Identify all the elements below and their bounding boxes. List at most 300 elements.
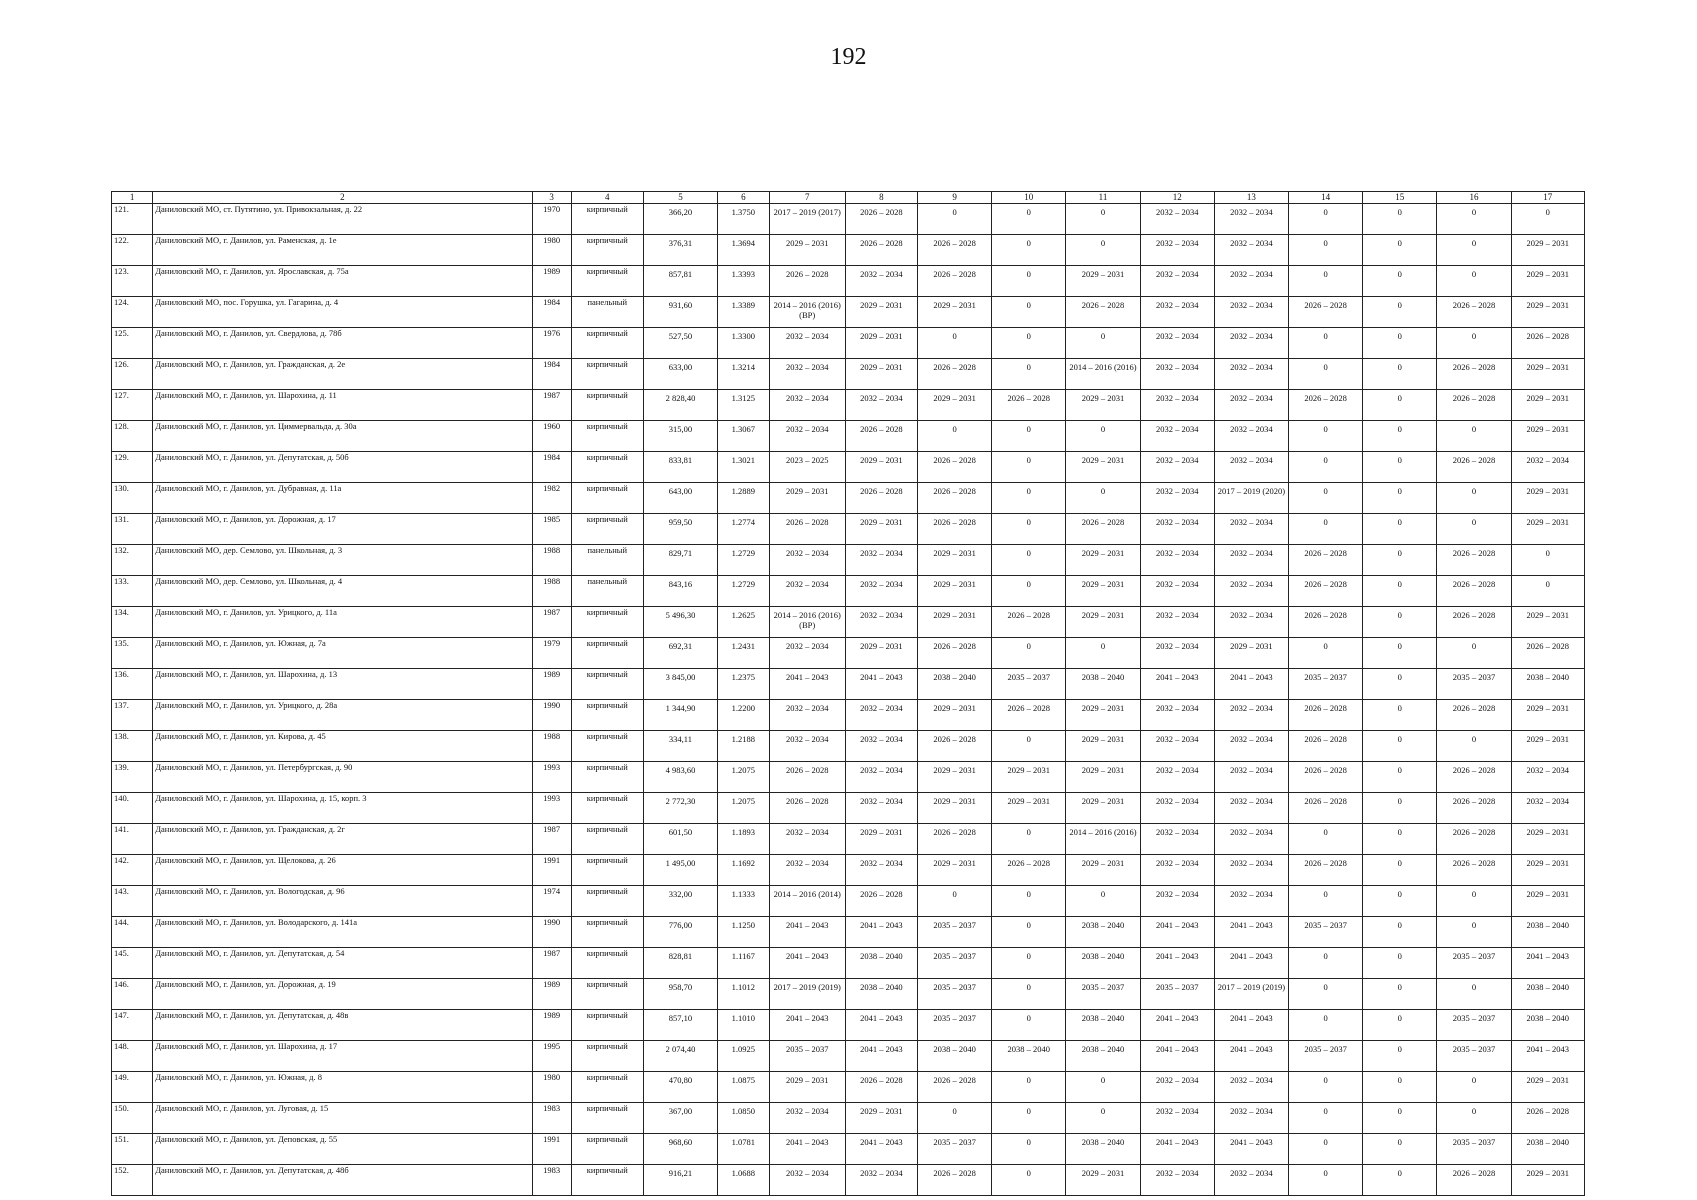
area-cell: 958,70 — [643, 979, 717, 1010]
period-col-14-cell: 0 — [1289, 266, 1363, 297]
period-col-7-cell: 2041 – 2043 — [769, 669, 845, 700]
year-built-cell: 1989 — [532, 266, 571, 297]
period-col-12-cell: 2032 – 2034 — [1140, 607, 1214, 638]
row-number-cell: 152. — [112, 1165, 153, 1196]
period-col-8-cell: 2026 – 2028 — [845, 483, 917, 514]
period-col-8-cell: 2026 – 2028 — [845, 1072, 917, 1103]
area-cell: 633,00 — [643, 359, 717, 390]
period-col-11-cell: 2026 – 2028 — [1066, 297, 1140, 328]
table-row — [112, 1134, 1585, 1165]
table-row — [112, 1165, 1585, 1196]
period-col-15-cell: 0 — [1363, 297, 1437, 328]
period-col-15-cell: 0 — [1363, 266, 1437, 297]
wall-material-cell: кирпичный — [571, 638, 643, 669]
year-built-cell: 1987 — [532, 824, 571, 855]
wall-material-cell: кирпичный — [571, 1134, 643, 1165]
period-col-17-cell: 2029 – 2031 — [1511, 1165, 1584, 1196]
year-built-cell: 1976 — [532, 328, 571, 359]
address-cell: Даниловский МО, г. Данилов, ул. Шарохина, д. 11 — [153, 390, 532, 421]
table-row — [112, 328, 1585, 359]
column-header: 13 — [1214, 192, 1288, 204]
period-col-9-cell: 2029 – 2031 — [917, 793, 991, 824]
row-number-cell: 147. — [112, 1010, 153, 1041]
period-col-10-cell: 0 — [992, 452, 1066, 483]
period-col-15-cell: 0 — [1363, 948, 1437, 979]
period-col-7-cell: 2041 – 2043 — [769, 1134, 845, 1165]
wall-material-cell: кирпичный — [571, 948, 643, 979]
row-number-cell: 130. — [112, 483, 153, 514]
period-col-13-cell: 2029 – 2031 — [1214, 638, 1288, 669]
address-cell: Даниловский МО, г. Данилов, ул. Луговая, д. 15 — [153, 1103, 532, 1134]
wall-material-cell: панельный — [571, 545, 643, 576]
address-cell: Даниловский МО, г. Данилов, ул. Депутатская, д. 48в — [153, 1010, 532, 1041]
priority-index-cell: 1.1167 — [718, 948, 770, 979]
priority-index-cell: 1.2729 — [718, 576, 770, 607]
period-col-15-cell: 0 — [1363, 545, 1437, 576]
period-col-16-cell: 2026 – 2028 — [1437, 390, 1511, 421]
period-col-8-cell: 2041 – 2043 — [845, 669, 917, 700]
period-col-8-cell: 2032 – 2034 — [845, 1165, 917, 1196]
period-col-15-cell: 0 — [1363, 762, 1437, 793]
year-built-cell: 1979 — [532, 638, 571, 669]
priority-index-cell: 1.1010 — [718, 1010, 770, 1041]
period-col-11-cell: 2029 – 2031 — [1066, 762, 1140, 793]
period-col-12-cell: 2032 – 2034 — [1140, 235, 1214, 266]
period-col-12-cell: 2041 – 2043 — [1140, 1134, 1214, 1165]
address-cell: Даниловский МО, г. Данилов, ул. Депутатская, д. 48б — [153, 1165, 532, 1196]
period-col-17-cell: 2029 – 2031 — [1511, 514, 1584, 545]
period-col-7-cell: 2041 – 2043 — [769, 917, 845, 948]
address-cell: Даниловский МО, г. Данилов, ул. Гражданская, д. 2е — [153, 359, 532, 390]
period-col-15-cell: 0 — [1363, 328, 1437, 359]
row-number-cell: 129. — [112, 452, 153, 483]
priority-index-cell: 1.2200 — [718, 700, 770, 731]
address-cell: Даниловский МО, г. Данилов, ул. Южная, д. 7а — [153, 638, 532, 669]
priority-index-cell: 1.1250 — [718, 917, 770, 948]
period-col-9-cell: 0 — [917, 421, 991, 452]
period-col-8-cell: 2041 – 2043 — [845, 1010, 917, 1041]
address-cell: Даниловский МО, г. Данилов, ул. Урицкого, д. 28а — [153, 700, 532, 731]
period-col-14-cell: 0 — [1289, 886, 1363, 917]
period-col-17-cell: 2026 – 2028 — [1511, 1103, 1584, 1134]
period-col-9-cell: 2026 – 2028 — [917, 266, 991, 297]
period-col-16-cell: 2026 – 2028 — [1437, 576, 1511, 607]
period-col-12-cell: 2032 – 2034 — [1140, 514, 1214, 545]
period-col-14-cell: 0 — [1289, 235, 1363, 266]
period-col-14-cell: 0 — [1289, 638, 1363, 669]
table-row — [112, 421, 1585, 452]
period-col-14-cell: 2026 – 2028 — [1289, 793, 1363, 824]
row-number-cell: 131. — [112, 514, 153, 545]
table-row — [112, 1010, 1585, 1041]
address-cell: Даниловский МО, г. Данилов, ул. Щелокова, д. 26 — [153, 855, 532, 886]
period-col-14-cell: 0 — [1289, 1134, 1363, 1165]
year-built-cell: 1983 — [532, 1165, 571, 1196]
wall-material-cell: кирпичный — [571, 607, 643, 638]
table-row — [112, 266, 1585, 297]
period-col-9-cell: 2035 – 2037 — [917, 917, 991, 948]
period-col-13-cell: 2017 – 2019 (2020) — [1214, 483, 1288, 514]
period-col-8-cell: 2041 – 2043 — [845, 917, 917, 948]
period-col-16-cell: 0 — [1437, 204, 1511, 235]
period-col-7-cell: 2032 – 2034 — [769, 638, 845, 669]
period-col-16-cell: 2026 – 2028 — [1437, 452, 1511, 483]
period-col-17-cell: 2038 – 2040 — [1511, 669, 1584, 700]
period-col-7-cell: 2026 – 2028 — [769, 762, 845, 793]
period-col-17-cell: 2038 – 2040 — [1511, 917, 1584, 948]
period-col-16-cell: 2026 – 2028 — [1437, 359, 1511, 390]
period-col-16-cell: 2035 – 2037 — [1437, 948, 1511, 979]
address-cell: Даниловский МО, г. Данилов, ул. Деповская, д. 55 — [153, 1134, 532, 1165]
period-col-15-cell: 0 — [1363, 390, 1437, 421]
year-built-cell: 1988 — [532, 731, 571, 762]
period-col-17-cell: 2029 – 2031 — [1511, 266, 1584, 297]
period-col-15-cell: 0 — [1363, 421, 1437, 452]
period-col-17-cell: 2041 – 2043 — [1511, 1041, 1584, 1072]
period-col-15-cell: 0 — [1363, 607, 1437, 638]
wall-material-cell: кирпичный — [571, 700, 643, 731]
priority-index-cell: 1.0925 — [718, 1041, 770, 1072]
period-col-9-cell: 2029 – 2031 — [917, 700, 991, 731]
row-number-cell: 144. — [112, 917, 153, 948]
priority-index-cell: 1.2625 — [718, 607, 770, 638]
period-col-15-cell: 0 — [1363, 638, 1437, 669]
period-col-9-cell: 2026 – 2028 — [917, 638, 991, 669]
year-built-cell: 1987 — [532, 390, 571, 421]
year-built-cell: 1960 — [532, 421, 571, 452]
row-number-cell: 140. — [112, 793, 153, 824]
period-col-13-cell: 2032 – 2034 — [1214, 514, 1288, 545]
address-cell: Даниловский МО, ст. Путятино, ул. Привокзальная, д. 22 — [153, 204, 532, 235]
period-col-7-cell: 2032 – 2034 — [769, 855, 845, 886]
area-cell: 4 983,60 — [643, 762, 717, 793]
year-built-cell: 1988 — [532, 545, 571, 576]
period-col-12-cell: 2032 – 2034 — [1140, 1165, 1214, 1196]
row-number-cell: 126. — [112, 359, 153, 390]
period-col-8-cell: 2032 – 2034 — [845, 576, 917, 607]
period-col-14-cell: 2026 – 2028 — [1289, 607, 1363, 638]
period-col-9-cell: 2035 – 2037 — [917, 1010, 991, 1041]
row-number-cell: 128. — [112, 421, 153, 452]
period-col-11-cell: 2029 – 2031 — [1066, 855, 1140, 886]
period-col-16-cell: 2026 – 2028 — [1437, 762, 1511, 793]
year-built-cell: 1987 — [532, 948, 571, 979]
period-col-9-cell: 2035 – 2037 — [917, 979, 991, 1010]
period-col-12-cell: 2032 – 2034 — [1140, 824, 1214, 855]
period-col-17-cell: 2029 – 2031 — [1511, 483, 1584, 514]
period-col-16-cell: 0 — [1437, 1103, 1511, 1134]
period-col-8-cell: 2029 – 2031 — [845, 1103, 917, 1134]
period-col-10-cell: 0 — [992, 483, 1066, 514]
column-header: 15 — [1363, 192, 1437, 204]
period-col-13-cell: 2041 – 2043 — [1214, 1134, 1288, 1165]
period-col-16-cell: 0 — [1437, 1072, 1511, 1103]
period-col-14-cell: 0 — [1289, 1010, 1363, 1041]
priority-index-cell: 1.0875 — [718, 1072, 770, 1103]
period-col-15-cell: 0 — [1363, 576, 1437, 607]
period-col-12-cell: 2032 – 2034 — [1140, 855, 1214, 886]
table-row — [112, 390, 1585, 421]
period-col-17-cell: 2026 – 2028 — [1511, 328, 1584, 359]
period-col-11-cell: 2026 – 2028 — [1066, 514, 1140, 545]
period-col-13-cell: 2032 – 2034 — [1214, 731, 1288, 762]
period-col-8-cell: 2032 – 2034 — [845, 762, 917, 793]
year-built-cell: 1991 — [532, 1134, 571, 1165]
address-cell: Даниловский МО, г. Данилов, ул. Раменская, д. 1е — [153, 235, 532, 266]
priority-index-cell: 1.1333 — [718, 886, 770, 917]
year-built-cell: 1990 — [532, 700, 571, 731]
address-cell: Даниловский МО, г. Данилов, ул. Депутатская, д. 54 — [153, 948, 532, 979]
period-col-10-cell: 0 — [992, 421, 1066, 452]
address-cell: Даниловский МО, г. Данилов, ул. Шарохина, д. 17 — [153, 1041, 532, 1072]
row-number-cell: 122. — [112, 235, 153, 266]
area-cell: 931,60 — [643, 297, 717, 328]
year-built-cell: 1993 — [532, 762, 571, 793]
period-col-15-cell: 0 — [1363, 1072, 1437, 1103]
table-row — [112, 886, 1585, 917]
period-col-7-cell: 2026 – 2028 — [769, 514, 845, 545]
area-cell: 376,31 — [643, 235, 717, 266]
year-built-cell: 1985 — [532, 514, 571, 545]
period-col-9-cell: 2026 – 2028 — [917, 1165, 991, 1196]
year-built-cell: 1984 — [532, 359, 571, 390]
wall-material-cell: кирпичный — [571, 359, 643, 390]
priority-index-cell: 1.0850 — [718, 1103, 770, 1134]
period-col-16-cell: 0 — [1437, 328, 1511, 359]
period-col-17-cell: 2029 – 2031 — [1511, 1072, 1584, 1103]
period-col-16-cell: 0 — [1437, 514, 1511, 545]
period-col-7-cell: 2017 – 2019 (2017) — [769, 204, 845, 235]
period-col-7-cell: 2014 – 2016 (2016) (ВР) — [769, 297, 845, 328]
area-cell: 1 495,00 — [643, 855, 717, 886]
period-col-10-cell: 0 — [992, 328, 1066, 359]
period-col-9-cell: 2035 – 2037 — [917, 948, 991, 979]
period-col-9-cell: 0 — [917, 1103, 991, 1134]
period-col-9-cell: 2026 – 2028 — [917, 235, 991, 266]
period-col-11-cell: 2029 – 2031 — [1066, 731, 1140, 762]
period-col-7-cell: 2032 – 2034 — [769, 731, 845, 762]
address-cell: Даниловский МО, дер. Семлово, ул. Школьная, д. 3 — [153, 545, 532, 576]
period-col-12-cell: 2032 – 2034 — [1140, 1103, 1214, 1134]
area-cell: 829,71 — [643, 545, 717, 576]
row-number-cell: 145. — [112, 948, 153, 979]
period-col-11-cell: 0 — [1066, 483, 1140, 514]
wall-material-cell: кирпичный — [571, 669, 643, 700]
period-col-10-cell: 0 — [992, 297, 1066, 328]
period-col-11-cell: 2029 – 2031 — [1066, 545, 1140, 576]
column-header: 14 — [1289, 192, 1363, 204]
period-col-9-cell: 2026 – 2028 — [917, 1072, 991, 1103]
area-cell: 332,00 — [643, 886, 717, 917]
wall-material-cell: кирпичный — [571, 266, 643, 297]
priority-index-cell: 1.3750 — [718, 204, 770, 235]
period-col-8-cell: 2029 – 2031 — [845, 452, 917, 483]
table-row — [112, 762, 1585, 793]
period-col-17-cell: 2038 – 2040 — [1511, 979, 1584, 1010]
row-number-cell: 148. — [112, 1041, 153, 1072]
period-col-8-cell: 2032 – 2034 — [845, 700, 917, 731]
period-col-11-cell: 2038 – 2040 — [1066, 948, 1140, 979]
period-col-9-cell: 2026 – 2028 — [917, 483, 991, 514]
period-col-12-cell: 2032 – 2034 — [1140, 204, 1214, 235]
period-col-12-cell: 2032 – 2034 — [1140, 359, 1214, 390]
period-col-11-cell: 2029 – 2031 — [1066, 266, 1140, 297]
wall-material-cell: кирпичный — [571, 204, 643, 235]
period-col-7-cell: 2026 – 2028 — [769, 266, 845, 297]
period-col-11-cell: 2038 – 2040 — [1066, 669, 1140, 700]
period-col-12-cell: 2041 – 2043 — [1140, 669, 1214, 700]
period-col-8-cell: 2029 – 2031 — [845, 824, 917, 855]
table-row — [112, 235, 1585, 266]
period-col-10-cell: 2026 – 2028 — [992, 607, 1066, 638]
priority-index-cell: 1.2889 — [718, 483, 770, 514]
period-col-15-cell: 0 — [1363, 793, 1437, 824]
period-col-16-cell: 0 — [1437, 886, 1511, 917]
row-number-cell: 143. — [112, 886, 153, 917]
period-col-14-cell: 2026 – 2028 — [1289, 545, 1363, 576]
address-cell: Даниловский МО, г. Данилов, ул. Дорожная, д. 17 — [153, 514, 532, 545]
row-number-cell: 132. — [112, 545, 153, 576]
period-col-12-cell: 2032 – 2034 — [1140, 793, 1214, 824]
period-col-14-cell: 0 — [1289, 824, 1363, 855]
year-built-cell: 1984 — [532, 297, 571, 328]
period-col-8-cell: 2032 – 2034 — [845, 390, 917, 421]
period-col-8-cell: 2038 – 2040 — [845, 979, 917, 1010]
period-col-10-cell: 0 — [992, 514, 1066, 545]
wall-material-cell: кирпичный — [571, 855, 643, 886]
priority-index-cell: 1.2729 — [718, 545, 770, 576]
table-row — [112, 514, 1585, 545]
period-col-8-cell: 2026 – 2028 — [845, 886, 917, 917]
period-col-8-cell: 2032 – 2034 — [845, 731, 917, 762]
period-col-9-cell: 2029 – 2031 — [917, 762, 991, 793]
period-col-9-cell: 2029 – 2031 — [917, 390, 991, 421]
area-cell: 5 496,30 — [643, 607, 717, 638]
period-col-9-cell: 2026 – 2028 — [917, 824, 991, 855]
period-col-7-cell: 2032 – 2034 — [769, 421, 845, 452]
row-number-cell: 134. — [112, 607, 153, 638]
period-col-9-cell: 0 — [917, 886, 991, 917]
period-col-13-cell: 2032 – 2034 — [1214, 204, 1288, 235]
wall-material-cell: кирпичный — [571, 390, 643, 421]
period-col-17-cell: 2029 – 2031 — [1511, 731, 1584, 762]
table-row — [112, 824, 1585, 855]
period-col-11-cell: 0 — [1066, 1072, 1140, 1103]
priority-index-cell: 1.1893 — [718, 824, 770, 855]
wall-material-cell: кирпичный — [571, 731, 643, 762]
period-col-10-cell: 0 — [992, 235, 1066, 266]
period-col-8-cell: 2041 – 2043 — [845, 1134, 917, 1165]
period-col-10-cell: 0 — [992, 1103, 1066, 1134]
area-cell: 315,00 — [643, 421, 717, 452]
period-col-14-cell: 0 — [1289, 1103, 1363, 1134]
period-col-11-cell: 2038 – 2040 — [1066, 1134, 1140, 1165]
table-row — [112, 1041, 1585, 1072]
period-col-17-cell: 2029 – 2031 — [1511, 390, 1584, 421]
period-col-7-cell: 2032 – 2034 — [769, 328, 845, 359]
period-col-9-cell: 2029 – 2031 — [917, 607, 991, 638]
period-col-15-cell: 0 — [1363, 731, 1437, 762]
period-col-13-cell: 2017 – 2019 (2019) — [1214, 979, 1288, 1010]
year-built-cell: 1980 — [532, 1072, 571, 1103]
column-header: 10 — [992, 192, 1066, 204]
period-col-13-cell: 2032 – 2034 — [1214, 359, 1288, 390]
wall-material-cell: панельный — [571, 576, 643, 607]
period-col-12-cell: 2032 – 2034 — [1140, 328, 1214, 359]
period-col-12-cell: 2035 – 2037 — [1140, 979, 1214, 1010]
period-col-12-cell: 2032 – 2034 — [1140, 576, 1214, 607]
period-col-10-cell: 0 — [992, 204, 1066, 235]
period-col-13-cell: 2041 – 2043 — [1214, 1010, 1288, 1041]
period-col-7-cell: 2032 – 2034 — [769, 576, 845, 607]
period-col-12-cell: 2032 – 2034 — [1140, 731, 1214, 762]
period-col-7-cell: 2029 – 2031 — [769, 235, 845, 266]
period-col-13-cell: 2032 – 2034 — [1214, 793, 1288, 824]
row-number-cell: 141. — [112, 824, 153, 855]
period-col-16-cell: 2035 – 2037 — [1437, 1041, 1511, 1072]
period-col-12-cell: 2032 – 2034 — [1140, 421, 1214, 452]
period-col-14-cell: 2035 – 2037 — [1289, 917, 1363, 948]
priority-index-cell: 1.2774 — [718, 514, 770, 545]
period-col-7-cell: 2029 – 2031 — [769, 1072, 845, 1103]
period-col-13-cell: 2032 – 2034 — [1214, 824, 1288, 855]
period-col-14-cell: 0 — [1289, 1072, 1363, 1103]
wall-material-cell: кирпичный — [571, 483, 643, 514]
row-number-cell: 142. — [112, 855, 153, 886]
period-col-12-cell: 2041 – 2043 — [1140, 1010, 1214, 1041]
wall-material-cell: кирпичный — [571, 452, 643, 483]
period-col-15-cell: 0 — [1363, 204, 1437, 235]
period-col-17-cell: 2032 – 2034 — [1511, 452, 1584, 483]
period-col-13-cell: 2032 – 2034 — [1214, 235, 1288, 266]
period-col-9-cell: 2038 – 2040 — [917, 669, 991, 700]
period-col-13-cell: 2032 – 2034 — [1214, 762, 1288, 793]
period-col-15-cell: 0 — [1363, 1103, 1437, 1134]
priority-index-cell: 1.1692 — [718, 855, 770, 886]
area-cell: 843,16 — [643, 576, 717, 607]
wall-material-cell: кирпичный — [571, 1041, 643, 1072]
period-col-7-cell: 2014 – 2016 (2014) — [769, 886, 845, 917]
table-row — [112, 979, 1585, 1010]
period-col-12-cell: 2032 – 2034 — [1140, 1072, 1214, 1103]
period-col-11-cell: 2038 – 2040 — [1066, 1041, 1140, 1072]
period-col-10-cell: 2026 – 2028 — [992, 700, 1066, 731]
wall-material-cell: кирпичный — [571, 1010, 643, 1041]
address-cell: Даниловский МО, г. Данилов, ул. Депутатская, д. 50б — [153, 452, 532, 483]
wall-material-cell: кирпичный — [571, 824, 643, 855]
address-cell: Даниловский МО, г. Данилов, ул. Шарохина, д. 13 — [153, 669, 532, 700]
period-col-15-cell: 0 — [1363, 669, 1437, 700]
period-col-8-cell: 2029 – 2031 — [845, 328, 917, 359]
table-row — [112, 1103, 1585, 1134]
period-col-17-cell: 2029 – 2031 — [1511, 824, 1584, 855]
period-col-14-cell: 2035 – 2037 — [1289, 1041, 1363, 1072]
row-number-cell: 149. — [112, 1072, 153, 1103]
row-number-cell: 136. — [112, 669, 153, 700]
period-col-7-cell: 2041 – 2043 — [769, 1010, 845, 1041]
wall-material-cell: кирпичный — [571, 886, 643, 917]
period-col-10-cell: 2038 – 2040 — [992, 1041, 1066, 1072]
period-col-15-cell: 0 — [1363, 1010, 1437, 1041]
wall-material-cell: кирпичный — [571, 1103, 643, 1134]
period-col-14-cell: 0 — [1289, 204, 1363, 235]
period-col-17-cell: 2032 – 2034 — [1511, 793, 1584, 824]
period-col-8-cell: 2032 – 2034 — [845, 266, 917, 297]
column-header: 16 — [1437, 192, 1511, 204]
row-number-cell: 133. — [112, 576, 153, 607]
period-col-13-cell: 2032 – 2034 — [1214, 390, 1288, 421]
period-col-8-cell: 2026 – 2028 — [845, 204, 917, 235]
